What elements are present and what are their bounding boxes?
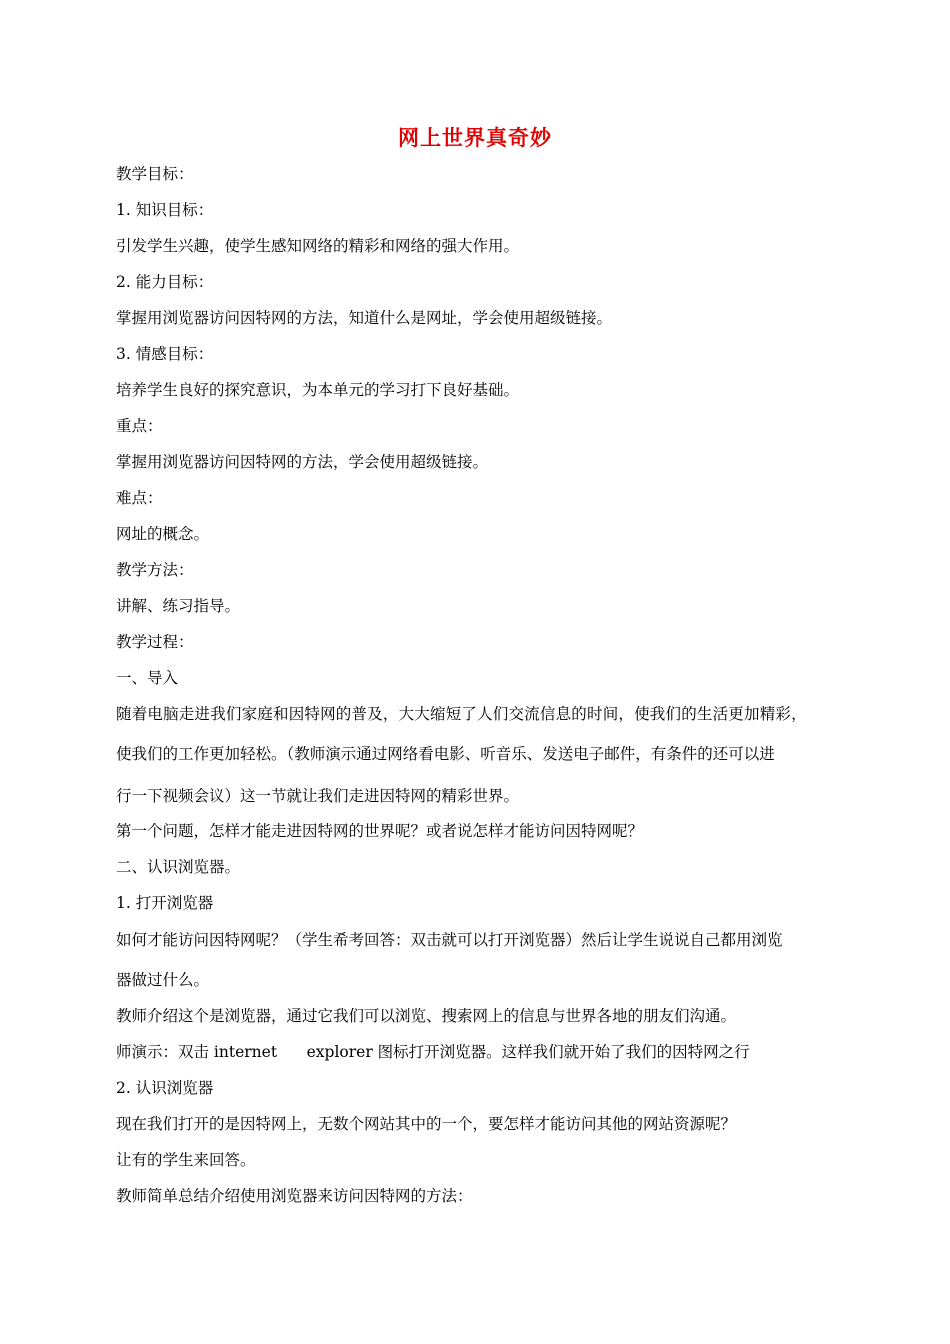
body-line: 教学过程： (116, 633, 194, 651)
body-line: 器做过什么。 (116, 971, 210, 989)
body-line: 一、导入 (116, 669, 179, 687)
body-line: 2. 能力目标： (116, 273, 214, 291)
body-line: 3. 情感目标： (116, 345, 214, 363)
body-line: 让有的学生来回答。 (116, 1151, 256, 1169)
body-line: 使我们的工作更加轻松。（教师演示通过网络看电影、听音乐、发送电子邮件，有条件的还可以进 (116, 745, 775, 763)
body-line: 引发学生兴趣，使学生感知网络的精彩和网络的强大作用。 (116, 237, 520, 255)
body-line: 教学方法： (116, 561, 194, 579)
body-line: 2. 认识浏览器 (116, 1079, 214, 1097)
body-line: 二、认识浏览器。 (116, 858, 241, 876)
body-line: 培养学生良好的探究意识，为本单元的学习打下良好基础。 (116, 381, 520, 399)
body-line: 重点： (116, 417, 163, 435)
body-line: 如何才能访问因特网呢？（学生希考回答：双击就可以打开浏览器）然后让学生说说自己都用浏览 (116, 931, 783, 949)
body-line: 掌握用浏览器访问因特网的方法，学会使用超级链接。 (116, 453, 489, 471)
body-line: 1. 知识目标： (116, 201, 214, 219)
body-line: 教师介绍这个是浏览器，通过它我们可以浏览、搜索网上的信息与世界各地的朋友们沟通。 (116, 1007, 737, 1025)
body-line: 现在我们打开的是因特网上，无数个网站其中的一个，要怎样才能访问其他的网站资源呢？ (116, 1115, 737, 1133)
page-title: 网上世界真奇妙 (398, 126, 552, 150)
body-line: 行一下视频会议）这一节就让我们走进因特网的精彩世界。 (116, 787, 520, 805)
body-line: 网址的概念。 (116, 525, 210, 543)
body-line: 讲解、练习指导。 (116, 597, 241, 615)
body-line: 随着电脑走进我们家庭和因特网的普及，大大缩短了人们交流信息的时间，使我们的生活更加精彩， (116, 705, 807, 723)
body-line: 师演示：双击 internet explorer 图标打开浏览器。这样我们就开始了我们的因特网之行 (116, 1043, 750, 1061)
body-line: 第一个问题，怎样才能走进因特网的世界呢？或者说怎样才能访问因特网呢？ (116, 822, 644, 840)
body-line: 教师简单总结介绍使用浏览器来访问因特网的方法： (116, 1187, 473, 1205)
body-line: 掌握用浏览器访问因特网的方法，知道什么是网址，学会使用超级链接。 (116, 309, 613, 327)
body-line: 1. 打开浏览器 (116, 894, 214, 912)
body-line: 教学目标： (116, 165, 194, 183)
body-line: 难点： (116, 489, 163, 507)
